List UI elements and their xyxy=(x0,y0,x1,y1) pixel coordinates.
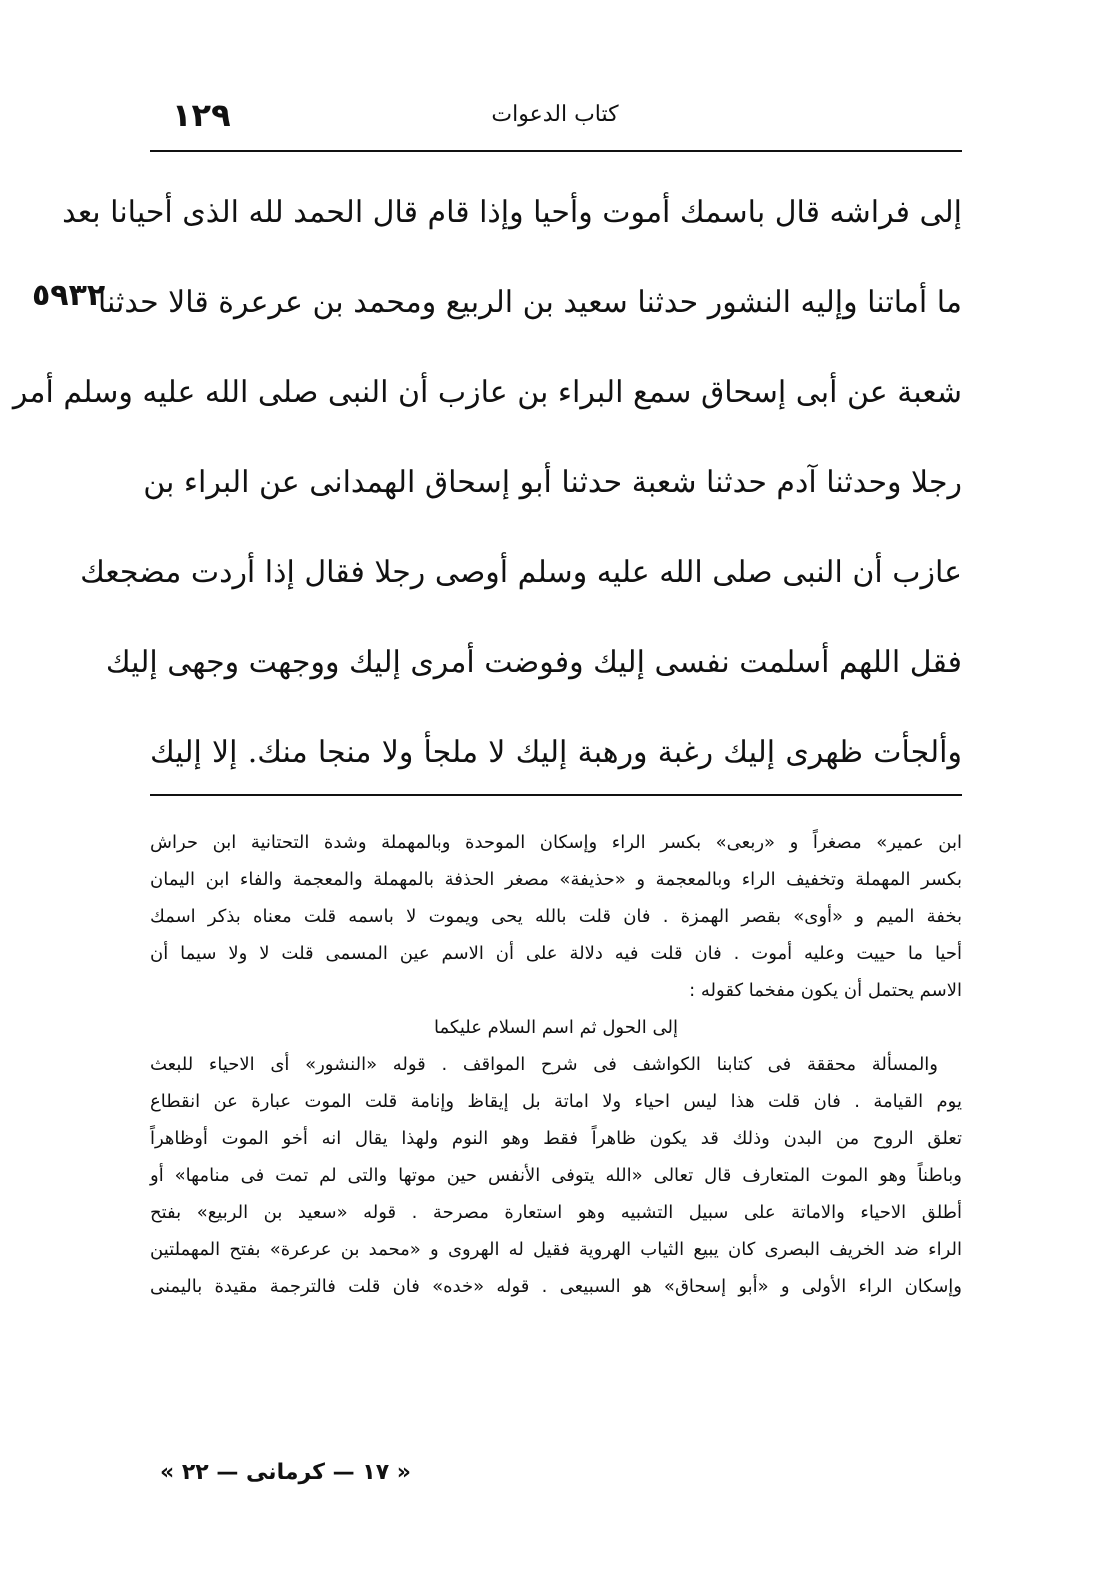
hadith-line: وألجأت ظهرى إليك رغبة ورهبة إليك لا ملجأ ولا منجا منك. إلا إليك xyxy=(150,735,962,770)
hadith-line: شعبة عن أبى إسحاق سمع البراء بن عازب أن النبى صلى الله عليه وسلم أمر xyxy=(12,375,962,410)
commentary-line: تعلق الروح من البدن وذلك قد يكون ظاهراً فقط وهو النوم ولهذا يقال انه أخو الموت أوظاهراً xyxy=(150,1128,962,1149)
commentary-text xyxy=(150,824,962,1305)
hadith-line: إلى فراشه قال باسمك أموت وأحيا وإذا قام قال الحمد لله الذى أحيانا بعد xyxy=(62,195,962,230)
book-title: كتاب الدعوات xyxy=(491,102,619,127)
page-header xyxy=(150,96,960,146)
header-rule xyxy=(150,150,962,152)
commentary-line: بخفة الميم و «أوى» بقصر الهمزة . فان قلت بالله يحى ويموت لا باسمه قلت معناه بذكر اسمك xyxy=(150,906,962,927)
page-number: ١٢٩ xyxy=(172,96,231,134)
commentary-line: الاسم يحتمل أن يكون مفخما كقوله : xyxy=(689,980,962,1001)
commentary-line: وإسكان الراء الأولى و «أبو إسحاق» هو السبيعى . قوله «خده» فان قلت فالترجمة مقيدة باليمنى xyxy=(150,1276,962,1297)
commentary-line: أحيا ما حييت وعليه أموت . فان قلت فيه دلالة على أن الاسم عين المسمى قلت لا ولا سيما أن xyxy=(150,943,962,964)
hadith-line: ما أماتنا وإليه النشور حدثنا سعيد بن الربيع ومحمد بن عرعرة قالا حدثنا xyxy=(97,285,962,320)
commentary-line: وباطناً وهو الموت المتعارف قال تعالى «الله يتوفى الأنفس حين موتها والتى لم تمت فى منامها» أو xyxy=(150,1165,962,1186)
commentary-line: ابن عمير» مصغراً و «ربعى» بكسر الراء وإسكان الموحدة وبالمهملة وشدة التحتانية ابن حراش xyxy=(150,832,962,853)
section-divider xyxy=(150,794,962,796)
commentary-line: بكسر المهملة وتخفيف الراء وبالمعجمة و «حذيفة» مصغر الحذفة بالمهملة والمعجمة والفاء ابن اليمان xyxy=(150,869,962,890)
hadith-line: عازب أن النبى صلى الله عليه وسلم أوصى رجلا فقال إذا أردت مضجعك xyxy=(80,555,962,590)
hadith-line: فقل اللهم أسلمت نفسى إليك وفوضت أمرى إليك ووجهت وجهى إليك xyxy=(105,645,962,680)
hadith-line: رجلا وحدثنا آدم حدثنا شعبة حدثنا أبو إسحاق الهمدانى عن البراء بن xyxy=(143,465,962,500)
commentary-line: الراء ضد الخريف البصرى كان يبيع الثياب الهروية فقيل له الهروى و «محمد بن عرعرة» بفتح المهملتين xyxy=(150,1239,962,1260)
commentary-line: والمسألة محققة فى كتابنا الكواشف فى شرح المواقف . قوله «النشور» أى الاحياء للبعث xyxy=(150,1054,938,1075)
hadith-number: ٥٩٣٢ xyxy=(32,278,106,313)
commentary-line: أطلق الاحياء والاماتة على سبيل التشبيه وهو استعارة مصرحة . قوله «سعيد بن الربيع» بفتح xyxy=(150,1202,962,1223)
printer-signature: « ١٧ — كرمانى — ٢٢ » xyxy=(160,1460,411,1485)
poetry-verse: إلى الحول ثم اسم السلام عليكما xyxy=(433,1017,679,1038)
commentary-line: يوم القيامة . فان قلت هذا ليس احياء ولا اماتة بل إيقاظ وإنامة قلت الموت عبارة عن انقطاع xyxy=(150,1091,962,1112)
